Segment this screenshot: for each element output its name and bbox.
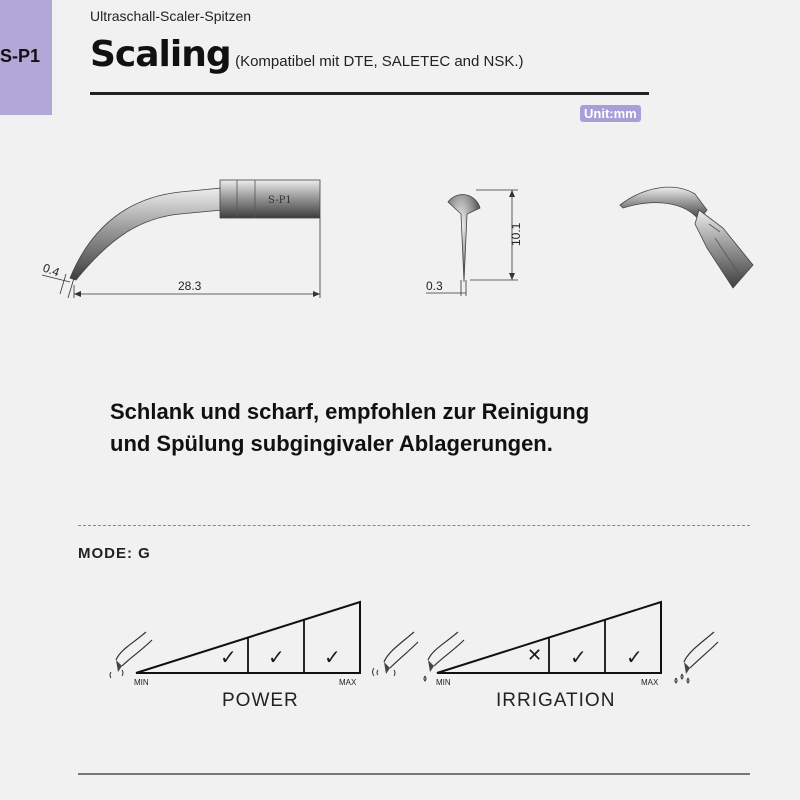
dim-width: 0.3: [426, 279, 443, 293]
subtitle: Ultraschall-Scaler-Spitzen: [90, 8, 252, 24]
header-rule: [90, 92, 649, 95]
title-compat: (Kompatibel mit DTE, SALETEC and NSK.): [235, 53, 524, 70]
irrigation-level-3-check-icon: ✓: [626, 645, 643, 669]
page-title: [90, 34, 524, 75]
hand-icon-power-right: [370, 628, 420, 680]
title-main: Scaling: [90, 34, 231, 75]
description-line-1: Schlank und scharf, empfohlen zur Reinigung: [110, 399, 590, 424]
irrigation-min-label: MIN: [436, 678, 451, 687]
tab-label: S-P1: [0, 46, 41, 66]
unit-badge: Unit:mm: [580, 105, 641, 122]
side-tab: [0, 0, 52, 115]
power-level-2-check-icon: ✓: [268, 645, 285, 669]
dim-height: 10.1: [509, 222, 523, 246]
bottom-rule: [78, 773, 750, 775]
dim-length: 28.3: [178, 279, 202, 293]
irrigation-label: IRRIGATION: [496, 690, 616, 711]
power-min-label: MIN: [134, 678, 149, 687]
power-level-1-check-icon: ✓: [220, 645, 237, 669]
irrigation-max-label: MAX: [641, 678, 659, 687]
tip-perspective: [615, 180, 760, 295]
tip-front-view: [420, 180, 530, 300]
irrigation-level-1-cross-icon: ✕: [527, 645, 543, 666]
tip-side-view: [30, 170, 330, 310]
power-label: POWER: [222, 690, 299, 711]
irrigation-level-2-check-icon: ✓: [570, 645, 587, 669]
hand-icon-irrigation-right: [670, 628, 720, 686]
power-level-3-check-icon: ✓: [324, 645, 341, 669]
section-divider: [78, 525, 750, 526]
dim-tip: 0.4: [40, 260, 62, 280]
description: [110, 396, 589, 460]
description-line-2: und Spülung subgingivaler Ablagerungen.: [110, 431, 553, 456]
tip-engraving: S-P1: [268, 195, 292, 206]
mode-label: MODE: G: [78, 545, 151, 562]
power-max-label: MAX: [339, 678, 357, 687]
